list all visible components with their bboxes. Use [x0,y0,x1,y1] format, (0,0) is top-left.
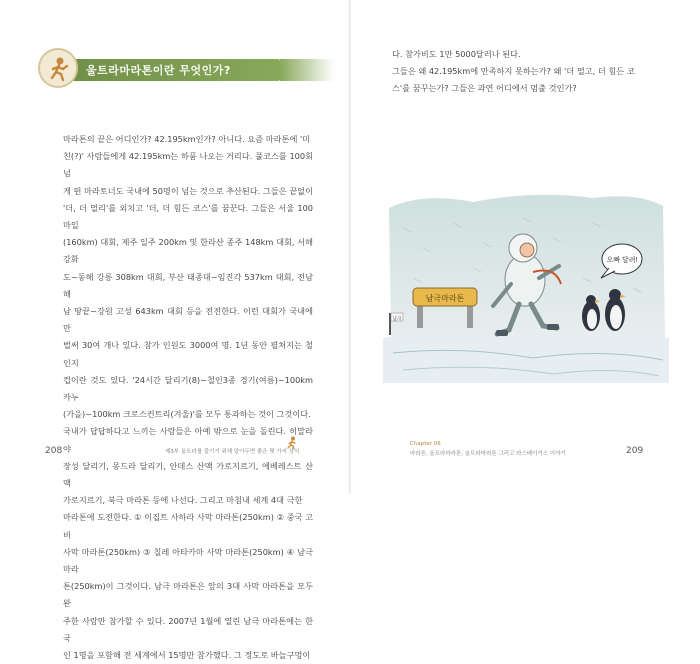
left-body-text: 마라톤의 끝은 어디인가? 42.195km인가? 아니다. 요즘 마라톤에 '미 친(?)' 사람들에게 42.195km는 하품 나오는 거리다. 풀코스를 100회 넘 게 뛴 마라토너도 국내에 50명이 넘는 것으로 추산된다. 그들은 끝없이 '더, 더 멀리'를 외치고 '더, 더 힘든 코스'를 꿈꾼다. 그들은 서울 100마일 (160km) 대회, 제주 일주 200km 및 한라산 종주 148km 대회, 서해 강화 도~동해 강릉 308km 대회, 부산 태종대~임진각 537km 대회, 전남 해 남 땅끝~강원 고성 643km 대회 등을 전전한다. 이런 대회가 국내에만 벌써 30여 개나 있다. 참가 인원도 3000여 명. 1년 동안 펼쳐지는 철인지 컵이란 것도 있다. '24시간 달리기(8)~철인3종 경기(여름)~100km 카누 (가을)~100km 크로스컨트리(겨울)'를 모두 통과하는 것이 그것이다. 국내가 답답하다고 느끼는 사람들은 아예 밖으로 눈을 돌린다. 히말라야 장성 달리기, 몽드라 달리기, 안데스 산맥 가로지르기, 에베레스트 산맥 가로지르기, 북극 마라톤 등에 나선다. 그리고 마침내 세계 4대 극한 마라톤에 도전한다. ① 이집트 사하라 사막 마라톤(250km) ② 중국 고비 사막 마라톤(250km) ③ 칠레 아타카마 사막 마라톤(250km) ④ 남극 마라 톤(250km)이 그것이다. 남극 마라톤은 앞의 3대 사막 마라톤을 모두 완 주한 사람만 참가할 수 있다. 2007년 1월에 열린 남극 마라톤에는 한국 인 1명을 포함해 전 세계에서 15명만 참가했다. 그 정도로 바늘구멍이 [63,134,313,661]
running-header-right: 마라톤, 울트라마라톤, 울트라마라톤 그리고 라스베이거스 이야기 [410,451,566,457]
runner-icon [287,436,297,450]
chapter-label: Chapter 06 [410,441,441,447]
runner-badge-icon [38,48,78,88]
running-header-left: 제3부 울트라를 즐기기 위해 알아두면 좋은 몇 가지 상식 [165,449,300,455]
antarctic-marathon-cartoon [383,188,669,383]
page-number-left: 208 [45,446,63,456]
page-number-right: 209 [626,446,644,456]
speech-bubble-text: 오빠 달려! [606,257,638,264]
banner-fade [280,59,334,81]
left-page [0,0,349,661]
chapter-title-banner [36,46,334,90]
finish-sign-text: 남극마라톤 [425,294,465,303]
chapter-title: 울트라마라톤이란 무엇인가? [86,64,231,77]
flag-text: 남극 [392,316,402,321]
right-body-text: 다. 참가비도 1만 5000달러나 된다. 그들은 왜 42.195km에 만족하지 못하는가? 왜 '더 멀고, 더 힘든 코 스'를 꿈꾸는가? 그들은 과연 어디에서 멈출 것인가? [392,49,635,94]
